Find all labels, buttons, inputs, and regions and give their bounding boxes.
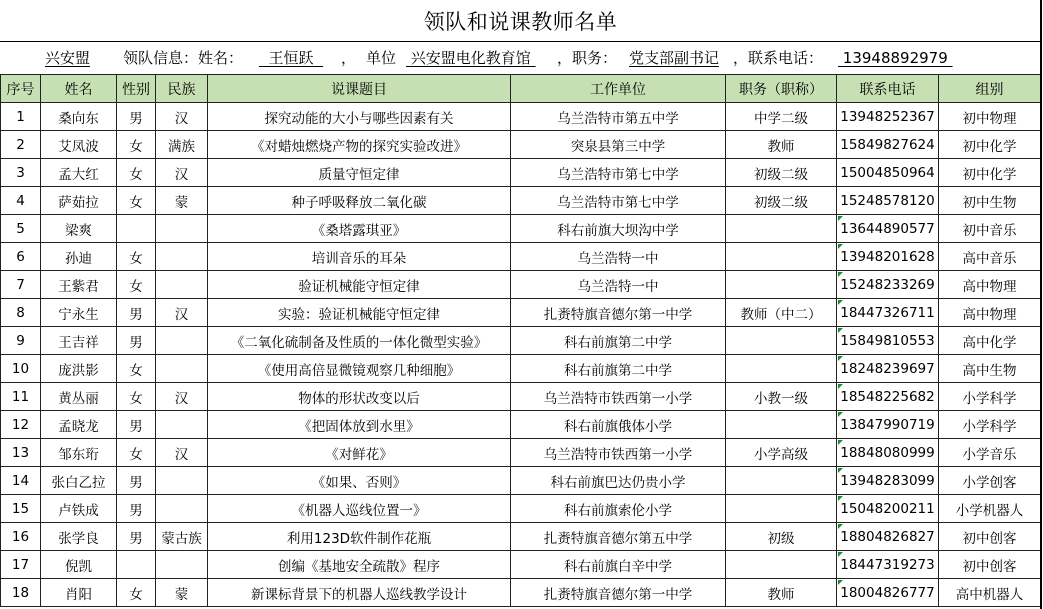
cell-phone[interactable] (837, 243, 939, 271)
header-col-workplace[interactable]: 工作单位 (511, 75, 726, 103)
cell-gender[interactable]: 男 (117, 467, 156, 495)
cell-workplace[interactable]: 扎赉特旗音德尔第一中学 (511, 299, 726, 327)
cell-name[interactable]: 王紫君 (41, 271, 117, 299)
comment-marker-icon (838, 496, 843, 501)
table-body (1, 103, 1041, 607)
cell-index[interactable]: 18 (1, 579, 41, 607)
cell-phone[interactable] (837, 187, 939, 215)
table-row (1, 411, 1041, 439)
cell-title[interactable] (726, 411, 837, 439)
table-row (1, 131, 1041, 159)
cell-index[interactable]: 11 (1, 383, 41, 411)
table-row (1, 187, 1041, 215)
duty-label: ，职务： (557, 49, 618, 67)
cell-ethnicity[interactable] (156, 327, 208, 355)
cell-index[interactable]: 4 (1, 187, 41, 215)
cell-workplace[interactable]: 乌兰浩特一中 (511, 271, 726, 299)
cell-phone[interactable] (837, 551, 939, 579)
phone-text: 18848080999 (840, 444, 935, 461)
comment-marker-icon (838, 440, 843, 445)
comment-marker-icon (838, 300, 843, 305)
comment-marker-icon (838, 272, 843, 277)
cell-index[interactable]: 1 (1, 103, 41, 131)
cell-phone[interactable] (837, 103, 939, 131)
cell-gender[interactable]: 男 (117, 327, 156, 355)
cell-title[interactable]: 小教一级 (726, 383, 837, 411)
unit-value: 兴安盟电化教育馆 (410, 49, 531, 67)
table-row (1, 579, 1041, 607)
cell-name[interactable]: 王吉祥 (41, 327, 117, 355)
phone-text: 15248578120 (840, 192, 935, 209)
cell-index[interactable]: 17 (1, 551, 41, 579)
cell-group[interactable]: 高中化学 (939, 327, 1041, 355)
table-row (1, 299, 1041, 327)
phone-text: 13847990719 (840, 416, 935, 433)
cell-topic[interactable]: 新课标背景下的机器人巡线教学设计 (208, 579, 511, 607)
phone-text: 18447326711 (840, 304, 935, 321)
cell-index[interactable]: 9 (1, 327, 41, 355)
table-row (1, 523, 1041, 551)
cell-title[interactable]: 中学二级 (726, 103, 837, 131)
cell-ethnicity[interactable]: 蒙 (156, 579, 208, 607)
cell-index[interactable]: 12 (1, 411, 41, 439)
header-row (1, 75, 1041, 103)
comment-marker-icon (838, 468, 843, 473)
cell-title[interactable] (726, 215, 837, 243)
cell-ethnicity[interactable] (156, 215, 208, 243)
header-col-phone[interactable]: 联系电话 (837, 75, 939, 103)
cell-topic[interactable]: 《机器人巡线位置一》 (208, 495, 511, 523)
cell-title[interactable]: 小学高级 (726, 439, 837, 467)
cell-workplace[interactable]: 科右前旗俄体小学 (511, 411, 726, 439)
phone-text: 18248239697 (840, 360, 935, 377)
cell-index[interactable]: 7 (1, 271, 41, 299)
phone-label: ，联系电话： (733, 49, 824, 67)
cell-ethnicity[interactable] (156, 551, 208, 579)
table-row (1, 439, 1041, 467)
cell-phone[interactable] (837, 495, 939, 523)
cell-index[interactable]: 14 (1, 467, 41, 495)
cell-gender[interactable]: 女 (117, 187, 156, 215)
leader-label: 领队信息：姓名： (123, 49, 244, 67)
cell-name[interactable]: 宁永生 (41, 299, 117, 327)
phone-value: 13948892979 (842, 49, 948, 67)
cell-workplace[interactable]: 科右前旗第二中学 (511, 327, 726, 355)
comment-marker-icon (838, 216, 843, 221)
cell-name[interactable]: 邹东珩 (41, 439, 117, 467)
cell-group[interactable]: 高中机器人 (939, 579, 1041, 607)
cell-topic[interactable]: 《如果、否则》 (208, 467, 511, 495)
table-row (1, 355, 1041, 383)
leader-name: 王恒跃 (268, 49, 314, 67)
cell-topic[interactable]: 质量守恒定律 (208, 159, 511, 187)
header-col-title[interactable]: 职务（职称） (726, 75, 837, 103)
cell-ethnicity[interactable]: 蒙古族 (156, 523, 208, 551)
table-row (1, 327, 1041, 355)
phone-text: 18804826827 (840, 528, 935, 545)
cell-title[interactable] (726, 271, 837, 299)
cell-phone[interactable] (837, 271, 939, 299)
table-row (1, 383, 1041, 411)
phone-text: 13948283099 (840, 472, 935, 489)
cell-ethnicity[interactable] (156, 355, 208, 383)
cell-workplace[interactable]: 乌兰浩特市铁西第一小学 (511, 383, 726, 411)
cell-name[interactable]: 张白乙拉 (41, 467, 117, 495)
table-row (1, 215, 1041, 243)
cell-index[interactable]: 6 (1, 243, 41, 271)
cell-name[interactable]: 倪凯 (41, 551, 117, 579)
cell-ethnicity[interactable]: 满族 (156, 131, 208, 159)
cell-topic[interactable]: 物体的形状改变以后 (208, 383, 511, 411)
cell-phone[interactable] (837, 439, 939, 467)
cell-group[interactable]: 高中物理 (939, 271, 1041, 299)
phone-text: 15004850964 (840, 164, 935, 181)
cell-name[interactable]: 孟晓龙 (41, 411, 117, 439)
cell-workplace[interactable]: 科右前旗大坝沟中学 (511, 215, 726, 243)
header-col-ethnicity[interactable]: 民族 (156, 75, 208, 103)
cell-name[interactable]: 张学良 (41, 523, 117, 551)
unit-label: 单位 (366, 49, 397, 67)
cell-topic[interactable]: 探究动能的大小与哪些因素有关 (208, 103, 511, 131)
table-row (1, 467, 1041, 495)
cell-ethnicity[interactable]: 汉 (156, 383, 208, 411)
cell-name[interactable]: 孟大红 (41, 159, 117, 187)
cell-phone[interactable] (837, 467, 939, 495)
comment-marker-icon (838, 580, 843, 585)
cell-title[interactable] (726, 551, 837, 579)
cell-group[interactable]: 高中物理 (939, 299, 1041, 327)
table-row (1, 551, 1041, 579)
title-row (0, 0, 1041, 42)
page-title: 领队和说课教师名单 (423, 10, 618, 34)
cell-group[interactable]: 初中化学 (939, 159, 1041, 187)
cell-ethnicity[interactable] (156, 495, 208, 523)
cell-gender[interactable]: 男 (117, 523, 156, 551)
cell-title[interactable]: 教师 (726, 579, 837, 607)
cell-gender[interactable]: 女 (117, 579, 156, 607)
cell-phone[interactable] (837, 383, 939, 411)
cell-title[interactable] (726, 243, 837, 271)
cell-group[interactable]: 初中生物 (939, 187, 1041, 215)
cell-gender[interactable]: 女 (117, 131, 156, 159)
cell-workplace[interactable]: 乌兰浩特市铁西第一小学 (511, 439, 726, 467)
comment-marker-icon (838, 384, 843, 389)
cell-group[interactable]: 初中物理 (939, 103, 1041, 131)
cell-group[interactable]: 初中化学 (939, 131, 1041, 159)
cell-ethnicity[interactable] (156, 243, 208, 271)
cell-title[interactable] (726, 467, 837, 495)
cell-workplace[interactable]: 突泉县第三中学 (511, 131, 726, 159)
cell-gender[interactable]: 女 (117, 271, 156, 299)
cell-topic[interactable]: 种子呼吸释放二氧化碳 (208, 187, 511, 215)
cell-workplace[interactable]: 乌兰浩特市第七中学 (511, 187, 726, 215)
cell-group[interactable]: 高中生物 (939, 355, 1041, 383)
cell-workplace[interactable]: 扎赉特旗音德尔第一中学 (511, 579, 726, 607)
cell-topic[interactable]: 《桑塔露琪亚》 (208, 215, 511, 243)
cell-group[interactable]: 小学音乐 (939, 439, 1041, 467)
cell-workplace[interactable]: 乌兰浩特市第七中学 (511, 159, 726, 187)
cell-group[interactable]: 小学科学 (939, 411, 1041, 439)
cell-gender[interactable]: 女 (117, 355, 156, 383)
cell-topic[interactable]: 《使用高倍显微镜观察几种细胞》 (208, 355, 511, 383)
cell-title[interactable] (726, 327, 837, 355)
cell-name[interactable]: 萨茹拉 (41, 187, 117, 215)
cell-ethnicity[interactable]: 汉 (156, 439, 208, 467)
cell-ethnicity[interactable]: 汉 (156, 103, 208, 131)
cell-ethnicity[interactable]: 汉 (156, 299, 208, 327)
cell-topic[interactable]: 利用123D软件制作花瓶 (208, 523, 511, 551)
cell-name[interactable]: 黄丛丽 (41, 383, 117, 411)
cell-phone[interactable] (837, 215, 939, 243)
cell-topic[interactable]: 验证机械能守恒定律 (208, 271, 511, 299)
cell-index[interactable]: 8 (1, 299, 41, 327)
phone-text: 18548225682 (840, 388, 935, 405)
cell-phone[interactable] (837, 411, 939, 439)
phone-text: 13948201628 (840, 248, 935, 265)
cell-workplace[interactable]: 乌兰浩特一中 (511, 243, 726, 271)
cell-ethnicity[interactable] (156, 411, 208, 439)
comment-marker-icon (838, 412, 843, 417)
cell-title[interactable]: 教师（中二） (726, 299, 837, 327)
phone-text: 13644890577 (840, 220, 935, 237)
phone-text: 15248233269 (840, 276, 935, 293)
table-row (1, 159, 1041, 187)
cell-group[interactable]: 小学科学 (939, 383, 1041, 411)
sheet-right-border (1040, 0, 1042, 609)
comment-marker-icon (838, 356, 843, 361)
cell-name[interactable]: 庞洪影 (41, 355, 117, 383)
cell-group[interactable]: 初中音乐 (939, 215, 1041, 243)
cell-index[interactable]: 2 (1, 131, 41, 159)
phone-text: 13948252367 (840, 108, 935, 125)
cell-phone[interactable] (837, 579, 939, 607)
cell-title[interactable]: 初级二级 (726, 187, 837, 215)
cell-phone[interactable] (837, 131, 939, 159)
cell-phone[interactable] (837, 159, 939, 187)
cell-workplace[interactable]: 科右前旗巴达仍贵小学 (511, 467, 726, 495)
cell-gender[interactable] (117, 551, 156, 579)
league-name: 兴安盟 (45, 49, 91, 67)
cell-gender[interactable]: 女 (117, 159, 156, 187)
cell-gender[interactable]: 男 (117, 411, 156, 439)
cell-topic[interactable]: 《对蜡烛燃烧产物的探究实验改进》 (208, 131, 511, 159)
comment-marker-icon (838, 524, 843, 529)
cell-gender[interactable]: 女 (117, 439, 156, 467)
table-row (1, 243, 1041, 271)
cell-phone[interactable] (837, 299, 939, 327)
cell-index[interactable]: 13 (1, 439, 41, 467)
cell-workplace[interactable]: 科右前旗白辛中学 (511, 551, 726, 579)
cell-gender[interactable]: 女 (117, 243, 156, 271)
cell-topic[interactable]: 培训音乐的耳朵 (208, 243, 511, 271)
header-col-gender[interactable]: 性别 (117, 75, 156, 103)
cell-index[interactable]: 10 (1, 355, 41, 383)
cell-title[interactable] (726, 355, 837, 383)
cell-name[interactable]: 桑向东 (41, 103, 117, 131)
header-col-index[interactable]: 序号 (1, 75, 41, 103)
cell-name[interactable]: 梁爽 (41, 215, 117, 243)
leader-info-row (0, 42, 1040, 72)
cell-gender[interactable] (117, 215, 156, 243)
cell-phone[interactable] (837, 523, 939, 551)
cell-topic[interactable]: 《二氧化硫制备及性质的一体化微型实验》 (208, 327, 511, 355)
cell-topic[interactable]: 《把固体放到水里》 (208, 411, 511, 439)
cell-ethnicity[interactable] (156, 467, 208, 495)
phone-text: 15849827624 (840, 136, 935, 153)
phone-text: 15849810553 (840, 332, 935, 349)
cell-ethnicity[interactable] (156, 271, 208, 299)
table-row (1, 271, 1041, 299)
cell-workplace[interactable]: 扎赉特旗音德尔第五中学 (511, 523, 726, 551)
cell-gender[interactable]: 男 (117, 299, 156, 327)
cell-ethnicity[interactable]: 蒙 (156, 187, 208, 215)
cell-workplace[interactable]: 科右前旗第二中学 (511, 355, 726, 383)
cell-group[interactable]: 小学创客 (939, 467, 1041, 495)
cell-topic[interactable]: 创编《基地安全疏散》程序 (208, 551, 511, 579)
comment-marker-icon (838, 244, 843, 249)
cell-topic[interactable]: 实验：验证机械能守恒定律 (208, 299, 511, 327)
cell-ethnicity[interactable]: 汉 (156, 159, 208, 187)
cell-name[interactable]: 孙迪 (41, 243, 117, 271)
header-col-name[interactable]: 姓名 (41, 75, 117, 103)
cell-phone[interactable] (837, 327, 939, 355)
cell-group[interactable]: 初中创客 (939, 523, 1041, 551)
header-col-group[interactable]: 组别 (939, 75, 1041, 103)
teacher-table (0, 74, 1041, 607)
cell-name[interactable]: 卢铁成 (41, 495, 117, 523)
header-col-topic[interactable]: 说课题目 (208, 75, 511, 103)
duty-value: 党支部副书记 (629, 49, 720, 67)
cell-name[interactable]: 肖阳 (41, 579, 117, 607)
cell-index[interactable]: 16 (1, 523, 41, 551)
cell-gender[interactable]: 女 (117, 383, 156, 411)
cell-title[interactable] (726, 495, 837, 523)
cell-group[interactable]: 小学机器人 (939, 495, 1041, 523)
cell-title[interactable]: 初级二级 (726, 159, 837, 187)
cell-group[interactable]: 高中音乐 (939, 243, 1041, 271)
cell-workplace[interactable]: 科右前旗索伦小学 (511, 495, 726, 523)
cell-gender[interactable]: 男 (117, 495, 156, 523)
cell-title[interactable]: 教师 (726, 131, 837, 159)
cell-name[interactable]: 艾凤波 (41, 131, 117, 159)
phone-text: 18004826777 (840, 584, 935, 601)
table-row (1, 495, 1041, 523)
comment-marker-icon (838, 328, 843, 333)
cell-title[interactable]: 初级 (726, 523, 837, 551)
cell-index[interactable]: 15 (1, 495, 41, 523)
cell-group[interactable]: 初中创客 (939, 551, 1041, 579)
phone-text: 18447319273 (840, 556, 935, 573)
cell-topic[interactable]: 《对鲜花》 (208, 439, 511, 467)
table-row (1, 103, 1041, 131)
cell-index[interactable]: 5 (1, 215, 41, 243)
phone-text: 15048200211 (840, 500, 935, 517)
comment-marker-icon (838, 552, 843, 557)
cell-gender[interactable]: 男 (117, 103, 156, 131)
cell-index[interactable]: 3 (1, 159, 41, 187)
cell-phone[interactable] (837, 355, 939, 383)
cell-workplace[interactable]: 乌兰浩特市第五中学 (511, 103, 726, 131)
separator-comma: ， (341, 49, 357, 67)
